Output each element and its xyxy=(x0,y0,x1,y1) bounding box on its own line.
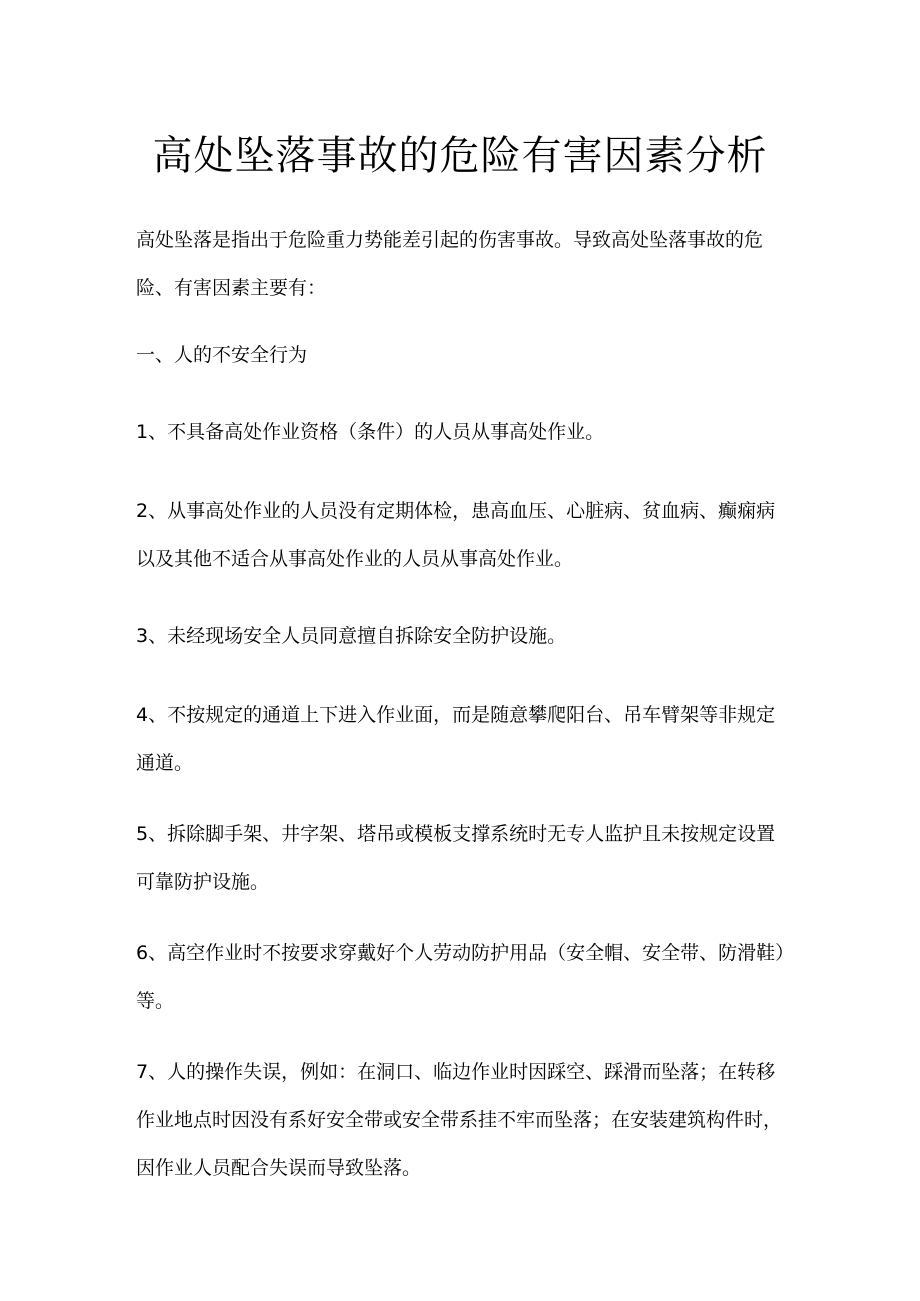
list-item-3: 3、未经现场安全人员同意擅自拆除安全防护设施。 xyxy=(136,625,567,647)
intro-paragraph: 高处坠落是指出于危险重力势能差引起的伤害事故。导致高处坠落事故的危险、有害因素主要有： xyxy=(136,229,764,299)
list-item-7: 7、人的操作失误，例如：在洞口、临边作业时因踩空、踩滑而坠落；在转移作业地点时因没有系好安全带或安全带系挂不牢而坠落；在安装建筑构件时，因作业人员配合失误而导致坠落。 xyxy=(136,1061,783,1179)
section-heading: 一、人的不安全行为 xyxy=(136,344,308,366)
list-item-1: 1、不具备高处作业资格（条件）的人员从事高处作业。 xyxy=(136,421,605,443)
document-title: 高处坠落事故的危险有害因素分析 xyxy=(152,133,768,179)
list-item-2: 2、从事高处作业的人员没有定期体检，患高血压、心脏病、贫血病、癫痫病以及其他不适合从事高处作业的人员从事高处作业。 xyxy=(136,500,776,570)
list-item-6: 6、高空作业时不按要求穿戴好个人劳动防护用品（安全帽、安全带、防滑鞋）等。 xyxy=(136,942,785,1012)
list-item-5: 5、拆除脚手架、井字架、塔吊或模板支撑系统时无专人监护且未按规定设置可靠防护设施。 xyxy=(136,823,776,893)
list-item-4: 4、不按规定的通道上下进入作业面，而是随意攀爬阳台、吊车臂架等非规定通道。 xyxy=(136,704,776,774)
